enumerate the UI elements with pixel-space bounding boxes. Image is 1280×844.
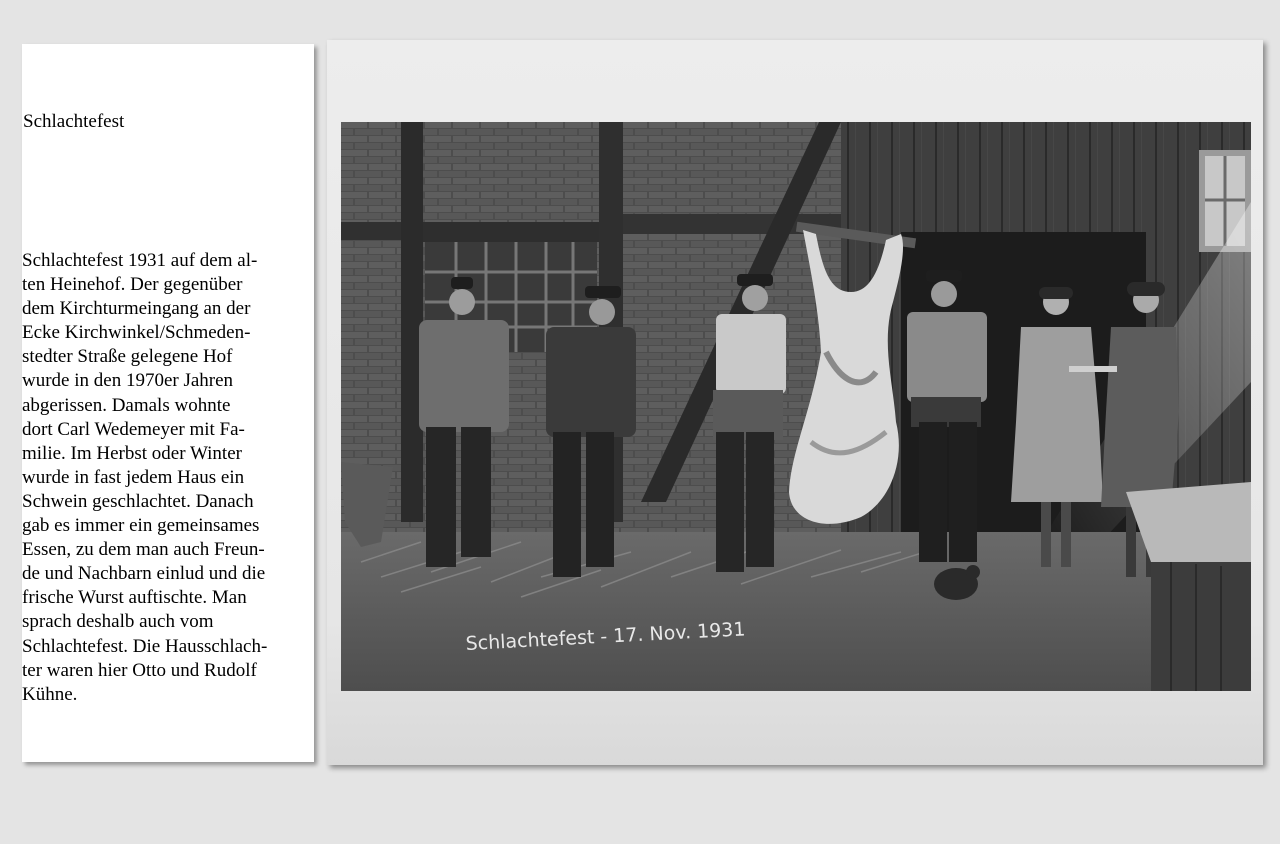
photo-panel bbox=[327, 40, 1263, 765]
text-line: de und Nachbarn einlud und die bbox=[22, 563, 266, 585]
text-line: Essen, zu dem man auch Freun- bbox=[22, 539, 265, 561]
text-line: ter waren hier Otto und Rudolf bbox=[22, 659, 257, 681]
text-line: Schlachtefest 1931 auf dem al- bbox=[22, 250, 258, 271]
text-line: abgerissen. Damals wohnte bbox=[22, 394, 231, 416]
text-line: wurde in fast jedem Haus ein bbox=[22, 466, 245, 488]
text-line: dort Carl Wedemeyer mit Fa- bbox=[22, 418, 245, 440]
photo-caption: Schlachtefest - 17. Nov. 1931 bbox=[465, 618, 746, 655]
page-title: Schlachtefest bbox=[23, 111, 125, 132]
text-line: gab es immer ein gemeinsames bbox=[22, 515, 260, 537]
text-line: stedter Straße gelegene Hof bbox=[22, 346, 233, 368]
text-panel bbox=[22, 44, 314, 762]
text-line: milie. Im Herbst oder Winter bbox=[22, 442, 242, 464]
person-4 bbox=[907, 270, 987, 562]
text-line: wurde in den 1970er Jahren bbox=[22, 370, 234, 392]
text-line: Schlachtefest. Die Hausschlach- bbox=[22, 635, 268, 657]
text-line: sprach deshalb auch vom bbox=[22, 611, 214, 633]
historic-photo[interactable] bbox=[341, 122, 1251, 691]
text-line: Ecke Kirchwinkel/Schmeden- bbox=[22, 322, 251, 344]
text-line: dem Kirchturmeingang an der bbox=[22, 298, 251, 320]
text-line: Schwein geschlachtet. Danach bbox=[22, 490, 254, 512]
text-line: frische Wurst auftischte. Man bbox=[22, 587, 247, 609]
description-text bbox=[22, 249, 314, 707]
photo-image bbox=[341, 122, 1251, 691]
text-line: ten Heinehof. Der gegenüber bbox=[22, 274, 243, 296]
text-line: Kühne. bbox=[22, 683, 78, 705]
